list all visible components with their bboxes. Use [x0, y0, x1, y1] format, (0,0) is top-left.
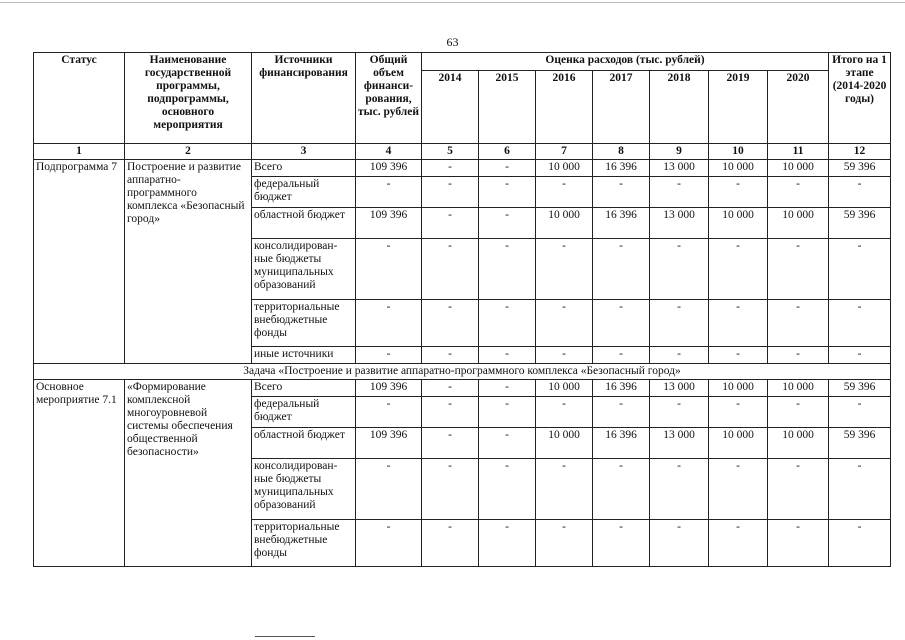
header-year: 2015	[479, 71, 536, 144]
row-value: 10 000	[709, 380, 768, 397]
row-program-name: Построение и развитие аппаратно-программного комплекса «Безопасный город»	[125, 160, 252, 364]
row-value: -	[479, 208, 536, 239]
row-source: Всего	[252, 160, 356, 177]
row-value: -	[356, 347, 422, 364]
row-value: 16 396	[593, 160, 650, 177]
column-number: 5	[422, 144, 479, 160]
column-number: 2	[125, 144, 252, 160]
row-value: -	[422, 380, 479, 397]
row-value: -	[422, 520, 479, 567]
row-value: 10 000	[768, 380, 829, 397]
row-value: -	[593, 177, 650, 208]
row-value: -	[356, 239, 422, 300]
header-status: Статус	[34, 53, 125, 144]
row-value: -	[356, 520, 422, 567]
row-value: -	[422, 177, 479, 208]
row-value: -	[422, 459, 479, 520]
budget-table	[33, 52, 891, 567]
header-sources: Источники финансирования	[252, 53, 356, 144]
row-value: -	[593, 347, 650, 364]
header-year: 2020	[768, 71, 829, 144]
row-value: -	[650, 239, 709, 300]
column-number: 8	[593, 144, 650, 160]
row-source: консолидирован-ные бюджеты муниципальных образований	[252, 459, 356, 520]
row-value: 109 396	[356, 208, 422, 239]
column-number: 6	[479, 144, 536, 160]
row-value: 13 000	[650, 208, 709, 239]
header-year: 2019	[709, 71, 768, 144]
task-row	[34, 364, 891, 380]
row-value: -	[479, 160, 536, 177]
row-value: 10 000	[709, 160, 768, 177]
row-source: областной бюджет	[252, 208, 356, 239]
row-value: -	[709, 300, 768, 347]
row-value: 109 396	[356, 428, 422, 459]
header-year: 2017	[593, 71, 650, 144]
row-value: -	[536, 347, 593, 364]
row-source: иные источники	[252, 347, 356, 364]
row-value: -	[536, 397, 593, 428]
row-source: федеральный бюджет	[252, 397, 356, 428]
row-source: консолидирован-ные бюджеты муниципальных образований	[252, 239, 356, 300]
header-year: 2018	[650, 71, 709, 144]
header-year: 2016	[536, 71, 593, 144]
header-estimate: Оценка расходов (тыс. рублей)	[422, 53, 829, 71]
row-value: -	[709, 177, 768, 208]
row-value: -	[709, 397, 768, 428]
row-value: 59 396	[829, 428, 891, 459]
row-value: -	[356, 300, 422, 347]
row-value: -	[709, 347, 768, 364]
row-value: -	[422, 160, 479, 177]
row-value: 10 000	[768, 428, 829, 459]
header-row	[34, 53, 891, 71]
row-value: 10 000	[536, 380, 593, 397]
row-value: -	[593, 239, 650, 300]
column-number: 11	[768, 144, 829, 160]
row-value: -	[593, 397, 650, 428]
row-value: -	[356, 459, 422, 520]
row-value: -	[422, 208, 479, 239]
header-name: Наименование государственной программы, подпрограммы, основного мероприятия	[125, 53, 252, 144]
row-value: 109 396	[356, 160, 422, 177]
row-value: -	[829, 239, 891, 300]
row-value: 16 396	[593, 380, 650, 397]
scan-line	[0, 2, 905, 3]
row-value: -	[356, 397, 422, 428]
row-source: федеральный бюджет	[252, 177, 356, 208]
row-value: -	[356, 177, 422, 208]
row-value: -	[422, 428, 479, 459]
row-value: -	[650, 177, 709, 208]
column-number: 10	[709, 144, 768, 160]
row-value: -	[829, 177, 891, 208]
row-value: 10 000	[536, 160, 593, 177]
table-row	[34, 160, 891, 177]
row-value: -	[479, 520, 536, 567]
row-value: -	[650, 347, 709, 364]
row-value: -	[768, 397, 829, 428]
row-value: -	[829, 520, 891, 567]
row-value: -	[650, 300, 709, 347]
row-value: 10 000	[768, 160, 829, 177]
row-value: -	[593, 459, 650, 520]
row-value: -	[650, 397, 709, 428]
row-value: -	[593, 300, 650, 347]
row-value: -	[593, 520, 650, 567]
row-value: -	[479, 459, 536, 520]
row-value: -	[422, 300, 479, 347]
row-value: -	[768, 300, 829, 347]
scan-line	[255, 636, 315, 637]
column-number: 1	[34, 144, 125, 160]
header-stage-total: Итого на 1 этапе (2014-2020 годы)	[829, 53, 891, 144]
row-value: -	[422, 347, 479, 364]
row-value: -	[768, 239, 829, 300]
row-value: -	[479, 428, 536, 459]
column-numbers-row	[34, 144, 891, 160]
row-value: 13 000	[650, 428, 709, 459]
row-value: -	[536, 239, 593, 300]
row-value: -	[650, 459, 709, 520]
row-value: -	[829, 397, 891, 428]
row-value: 59 396	[829, 208, 891, 239]
row-value: -	[829, 300, 891, 347]
row-value: -	[768, 459, 829, 520]
row-value: 59 396	[829, 380, 891, 397]
row-value: -	[422, 239, 479, 300]
row-value: -	[479, 300, 536, 347]
row-value: -	[829, 459, 891, 520]
row-value: 10 000	[709, 208, 768, 239]
row-value: -	[479, 380, 536, 397]
column-number: 7	[536, 144, 593, 160]
row-value: -	[768, 347, 829, 364]
row-source: территориальные внебюджетные фонды	[252, 300, 356, 347]
column-number: 12	[829, 144, 891, 160]
row-value: -	[829, 347, 891, 364]
row-value: 16 396	[593, 428, 650, 459]
row-value: 10 000	[709, 428, 768, 459]
row-value: 13 000	[650, 160, 709, 177]
task-title: Задача «Построение и развитие аппаратно-программного комплекса «Безопасный город»	[34, 364, 891, 380]
header-year: 2014	[422, 71, 479, 144]
row-value: 16 396	[593, 208, 650, 239]
row-value: -	[650, 520, 709, 567]
row-value: -	[709, 239, 768, 300]
row-value: -	[768, 520, 829, 567]
row-value: -	[536, 459, 593, 520]
row-status: Подпрограмма 7	[34, 160, 125, 364]
row-source: областной бюджет	[252, 428, 356, 459]
row-value: -	[768, 177, 829, 208]
row-value: 13 000	[650, 380, 709, 397]
row-value: -	[479, 347, 536, 364]
header-total: Общий объем финанси-рования, тыс. рублей	[356, 53, 422, 144]
row-value: -	[479, 177, 536, 208]
row-value: -	[536, 177, 593, 208]
row-value: -	[422, 397, 479, 428]
row-program-name: «Формирование комплексной многоуровневой системы обеспечения общественной безопасности»	[125, 380, 252, 567]
row-value: 10 000	[536, 428, 593, 459]
row-value: 109 396	[356, 380, 422, 397]
row-value: 59 396	[829, 160, 891, 177]
row-value: -	[536, 520, 593, 567]
column-number: 3	[252, 144, 356, 160]
row-value: 10 000	[768, 208, 829, 239]
column-number: 9	[650, 144, 709, 160]
table-row	[34, 380, 891, 397]
page-number: 63	[446, 35, 459, 49]
row-source: территориальные внебюджетные фонды	[252, 520, 356, 567]
row-value: 10 000	[536, 208, 593, 239]
row-value: -	[709, 459, 768, 520]
row-value: -	[536, 300, 593, 347]
row-value: -	[709, 520, 768, 567]
row-value: -	[479, 239, 536, 300]
row-value: -	[479, 397, 536, 428]
column-number: 4	[356, 144, 422, 160]
row-source: Всего	[252, 380, 356, 397]
row-status: Основное мероприятие 7.1	[34, 380, 125, 567]
